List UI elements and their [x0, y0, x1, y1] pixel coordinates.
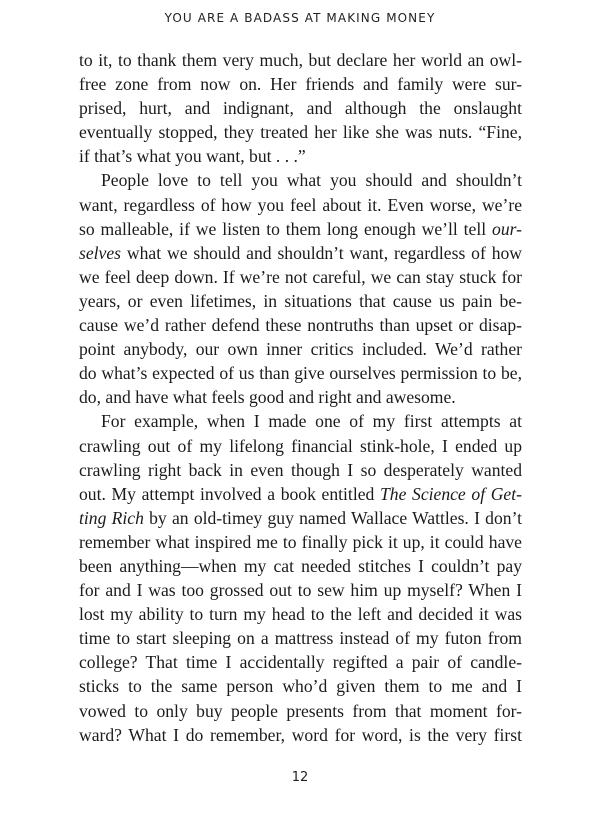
text-line: [79, 241, 522, 265]
book-title: ting Rich: [79, 507, 144, 528]
text-run: so malleable, if we listen to them long enough we’ll tell: [79, 218, 487, 239]
page-number: 12: [291, 770, 309, 785]
text-line: [79, 482, 522, 506]
text-line: do what’s expected of us than give ourselves permission to be,: [79, 363, 522, 384]
text-line: sticks to the same person who’d given them to me and I: [79, 676, 522, 697]
running-head: YOU ARE A BADASS AT MAKING MONEY: [164, 11, 436, 25]
text-line: for and I was too grossed out to sew him up myself? When I: [79, 580, 522, 601]
text-line: if that’s what you want, but . . .”: [79, 146, 306, 167]
text-line: free zone from now on. Her friends and family were sur-: [79, 74, 522, 95]
text-line: cause we’d rather defend these nontruths than upset or disap-: [79, 315, 522, 336]
text-line: point anybody, our own inner critics included. We’d rather: [79, 339, 522, 360]
text-line: time to start sleeping on a mattress instead of my futon from: [79, 628, 522, 649]
paragraph: [79, 409, 522, 746]
italic-text: our-: [492, 218, 522, 239]
text-line: want, regardless of how you feel about it. Even worse, we’re: [79, 194, 522, 215]
text-line: college? That time I accidentally regifted a pair of candle-: [79, 652, 522, 673]
text-line: do, and have what feels good and right and awesome.: [79, 387, 456, 408]
text-line: years, or even lifetimes, in situations that cause us pain be-: [79, 290, 522, 311]
text-line: ward? What I do remember, word for word, is the very first: [79, 724, 522, 745]
text-line: [79, 506, 522, 530]
text-line: crawling right back in even though I so desperately wanted: [79, 459, 522, 480]
body-text: [79, 48, 522, 747]
text-line: People love to tell you what you should and shouldn’t: [101, 170, 522, 191]
text-run: out. My attempt involved a book entitled: [79, 483, 375, 504]
text-line: remember what inspired me to finally pick it up, it could have: [79, 531, 522, 552]
text-line: For example, when I made one of my first attempts at: [101, 411, 522, 432]
text-line: [79, 217, 522, 241]
text-line: eventually stopped, they treated her like she was nuts. “Fine,: [79, 122, 522, 143]
paragraph: [79, 168, 522, 409]
text-line: crawling out of my lifelong financial stink-hole, I ended up: [79, 435, 522, 456]
text-line: prised, hurt, and indignant, and although the onslaught: [79, 98, 522, 119]
text-run: what we should and shouldn’t want, regardless of how: [126, 242, 523, 263]
text-line: to it, to thank them very much, but declare her world an owl-: [79, 50, 522, 70]
text-line: been anything—when my cat needed stitches I couldn’t pay: [79, 555, 522, 576]
text-line: vowed to only buy people presents from that moment for-: [79, 700, 522, 721]
text-line: we feel deep down. If we’re not careful, we can stay stuck for: [79, 266, 522, 287]
italic-text: selves: [79, 242, 122, 263]
book-title: The Science of Get-: [379, 483, 522, 504]
text-line: lost my ability to turn my head to the left and decided it was: [79, 604, 522, 625]
text-run: by an old-timey guy named Wallace Wattles. I don’t: [149, 507, 522, 528]
paragraph: [79, 48, 522, 168]
